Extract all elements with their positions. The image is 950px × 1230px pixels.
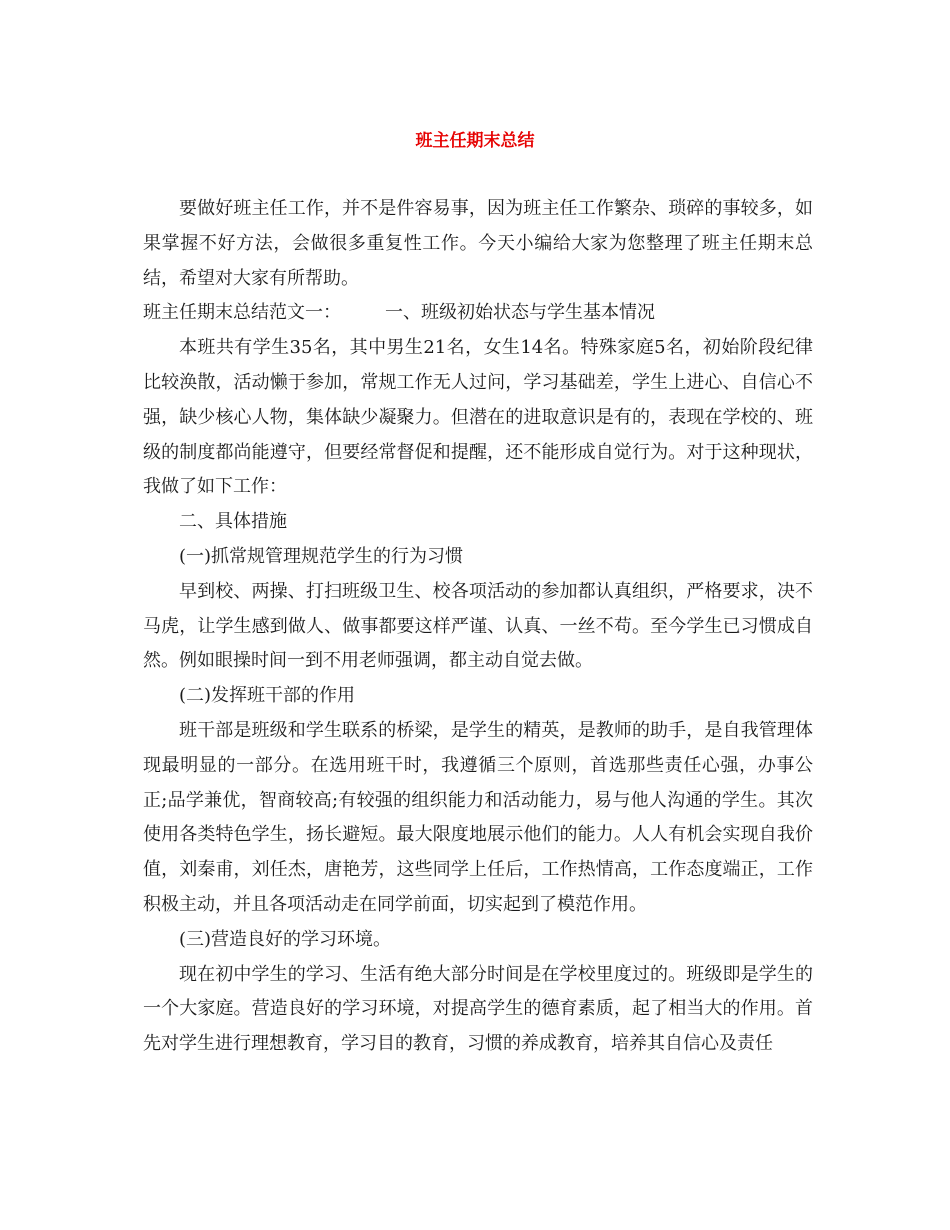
sample-label: 班主任期末总结范文一： <box>143 302 341 324</box>
section1-heading: 一、班级初始状态与学生基本情况 <box>385 302 655 324</box>
sample-heading-line <box>143 296 813 331</box>
subsection1-paragraph: 早到校、两操、打扫班级卫生、校各项活动的参加都认真组织，严格要求，决不马虎，让学生感到做人、做事都要这样严谨、认真、一丝不苟。至今学生已习惯成自然。例如眼操时间一到不用老师强调，都主动自觉去做。 <box>143 580 813 672</box>
subsection3-paragraph: 现在初中学生的学习、生活有绝大部分时间是在学校里度过的。班级即是学生的一个大家庭。营造良好的学习环境，对提高学生的德育素质，起了相当大的作用。首先对学生进行理想教育，学习目的教育，习惯的养成教育，培养其自信心及责任 <box>143 963 813 1055</box>
subsection2-paragraph: 班干部是班级和学生联系的桥梁，是学生的精英，是教师的助手，是自我管理体现最明显的一部分。在选用班干时，我遵循三个原则，首选那些责任心强，办事公正;品学兼优，智商较高;有较强的组织能力和活动能力，易与他人沟通的学生。其次使用各类特色学生，扬长避短。最大限度地展示他们的能力。人人有机会实现自我价值，刘秦甫，刘任杰，唐艳芳，这些同学上任后，工作热情高，工作态度端正，工作积极主动，并且各项活动走在同学前面，切实起到了模范作用。 <box>143 719 813 915</box>
document-body <box>143 192 813 1062</box>
subsection3-heading: (三)营造良好的学习环境。 <box>179 928 392 950</box>
section2-heading: 二、具体措施 <box>179 511 287 533</box>
subsection1-heading: (一)抓常规管理规范学生的行为习惯 <box>179 545 464 567</box>
subsection2-heading: (二)发挥班干部的作用 <box>179 685 356 707</box>
document-title: 班主任期末总结 <box>415 131 535 151</box>
intro-paragraph: 要做好班主任工作，并不是件容易事，因为班主任工作繁杂、琐碎的事较多，如果掌握不好方法，会做很多重复性工作。今天小编给大家为您整理了班主任期末总结，希望对大家有所帮助。 <box>143 198 813 289</box>
section1-paragraph: 本班共有学生35名，其中男生21名，女生14名。特殊家庭5名，初始阶段纪律比较涣散，活动懒于参加，常规工作无人过问，学习基础差，学生上进心、自信心不强，缺少核心人物，集体缺少凝聚力。但潜在的进取意识是有的，表现在学校的、班级的制度都尚能遵守，但要经常督促和提醒，还不能形成自觉行为。对于这种现状，我做了如下工作： <box>143 337 813 498</box>
